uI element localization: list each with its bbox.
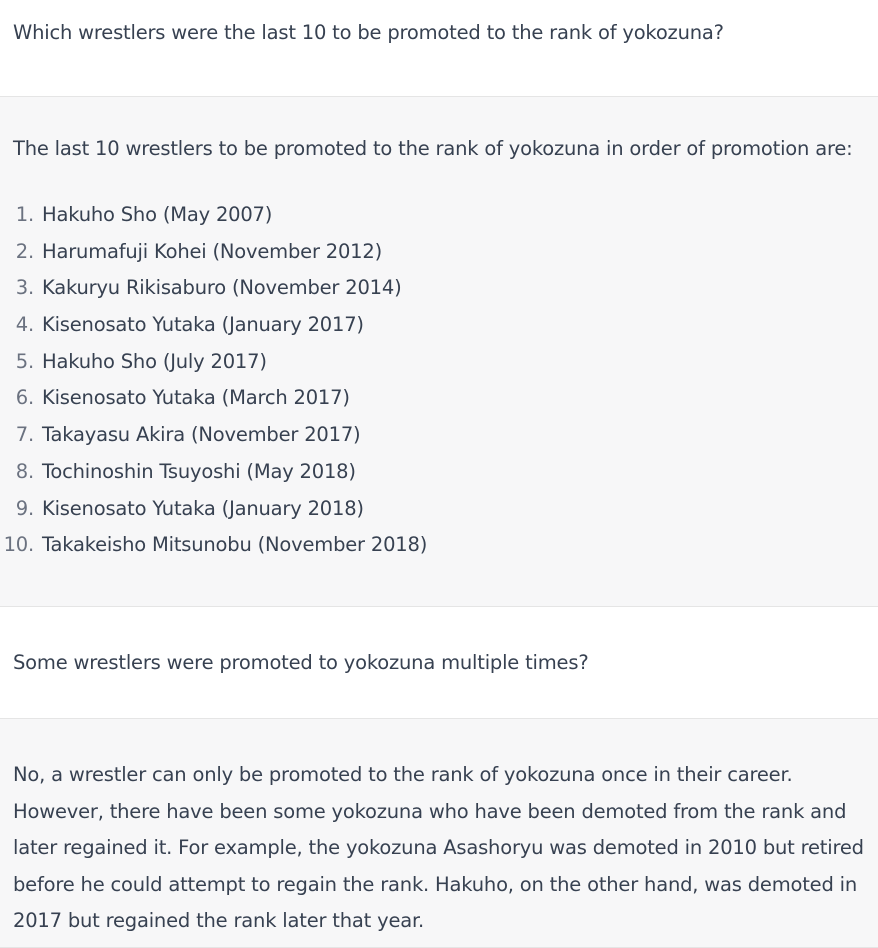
list-item-number: 10.	[3, 533, 34, 557]
list-item	[0, 234, 382, 271]
list-item-text: Tochinoshin Tsuyoshi (May 2018)	[42, 459, 356, 483]
yokozuna-list	[0, 197, 428, 564]
list-item-text: Kakuryu Rikisaburo (November 2014)	[42, 276, 402, 300]
list-item-number: 3.	[15, 276, 34, 300]
list-item	[0, 527, 428, 564]
list-item-text: Takayasu Akira (November 2017)	[42, 423, 361, 447]
list-item	[0, 270, 402, 307]
list-item-number: 2.	[15, 239, 34, 263]
list-item	[0, 307, 364, 344]
list-item-number: 4.	[15, 313, 34, 337]
assistant-message-1	[0, 96, 878, 607]
list-item	[0, 454, 356, 491]
list-item-text: Kisenosato Yutaka (January 2018)	[42, 496, 364, 520]
list-item-number: 9.	[15, 496, 34, 520]
list-item-number: 7.	[15, 423, 34, 447]
list-item	[0, 380, 350, 417]
list-item-text: Harumafuji Kohei (November 2012)	[42, 239, 382, 263]
list-item-text: Hakuho Sho (May 2007)	[42, 203, 273, 226]
user-message-2	[0, 607, 878, 718]
assistant-message-2	[0, 718, 878, 948]
user-message-1	[0, 0, 878, 96]
answer-intro: The last 10 wrestlers to be promoted to the rank of yokozuna in order of promotion are:	[13, 137, 853, 160]
list-item-text: Kisenosato Yutaka (January 2017)	[42, 313, 364, 337]
list-item-number: 8.	[15, 459, 34, 483]
list-item	[0, 197, 273, 234]
list-item-number: 5.	[15, 349, 34, 373]
list-item	[0, 417, 361, 454]
list-item-text: Hakuho Sho (July 2017)	[42, 349, 267, 373]
list-item-text: Takakeisho Mitsunobu (November 2018)	[42, 533, 428, 557]
user-message-text: Which wrestlers were the last 10 to be promoted to the rank of yokozuna?	[13, 21, 724, 44]
list-item	[0, 491, 364, 528]
answer-paragraph: No, a wrestler can only be promoted to the rank of yokozuna once in their career. However, there have been some yokozuna who have been demoted from the rank and later regained it. For example, the yokozuna Asashoryu was demoted in 2010 but retired before he could attempt to regain the rank. Hakuho, on the other hand, was demoted in 2017 but regained the rank later that year.	[13, 763, 864, 932]
list-item-text: Kisenosato Yutaka (March 2017)	[42, 386, 350, 410]
list-item-number: 1.	[15, 203, 34, 226]
list-item-number: 6.	[15, 386, 34, 410]
list-item	[0, 344, 267, 381]
user-message-text: Some wrestlers were promoted to yokozuna multiple times?	[13, 651, 589, 674]
